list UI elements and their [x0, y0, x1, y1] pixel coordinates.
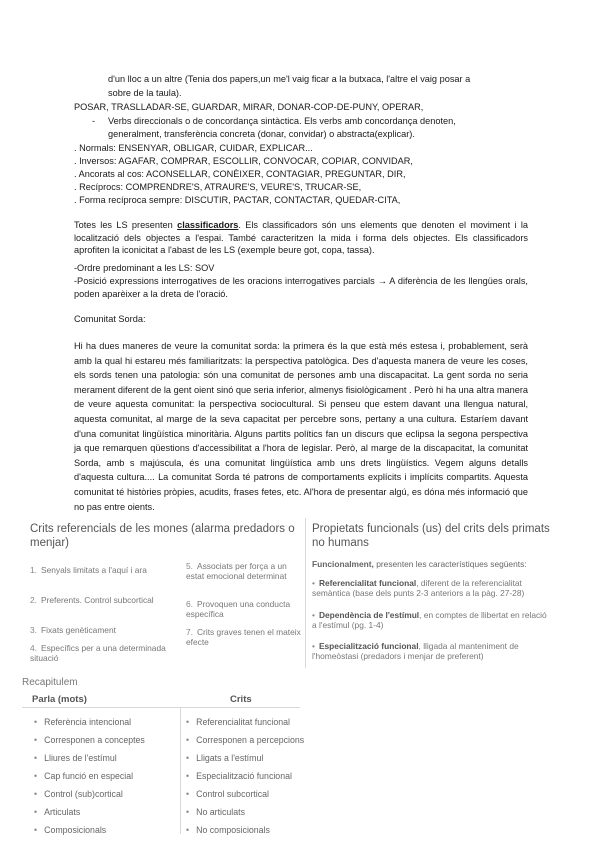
text-line: Verbs direccionals o de concordança sintàctica. Els verbs amb concordança denoten,	[108, 116, 456, 126]
item-text: Lligats a l'estímul	[196, 753, 264, 763]
list-item	[34, 716, 131, 729]
list-item	[186, 770, 292, 783]
item-number: 1.	[30, 565, 37, 575]
item-bold: Especialització funcional	[318, 641, 419, 651]
item-number: 6.	[186, 599, 193, 609]
slide-divider	[305, 518, 306, 668]
slide-right-title: Propietats funcionals (us) del crits dels primats no humans	[312, 523, 550, 549]
list-item	[34, 824, 106, 837]
item-bold: Referencialitat funcional	[318, 578, 417, 588]
item-text: Cap funció en especial	[44, 771, 134, 781]
item-text: Senyals limitats a l'aquí i ara	[41, 565, 147, 575]
item-text: No composicionals	[196, 825, 270, 835]
bullet-icon: •	[312, 641, 315, 651]
item-text: Crits graves tenen el mateix efecte	[186, 627, 301, 647]
list-item: . Normals: ENSENYAR, OBLIGAR, CUIDAR, EXPLICAR...	[74, 143, 313, 153]
list-item: . Forma recíproca sempre: DISCUTIR, PACTAR, CONTACTAR, QUEDAR-CITA,	[74, 195, 401, 205]
list-item	[34, 788, 123, 801]
bullet-icon: •	[34, 717, 38, 727]
recap-header-rule	[22, 707, 300, 708]
item-text: Corresponen a conceptes	[44, 735, 145, 745]
item-number: 4.	[30, 643, 37, 653]
bullet-icon: •	[34, 771, 38, 781]
item-text: Fixats genèticament	[41, 625, 116, 635]
item-text: Provoquen una conducta específica	[186, 599, 291, 619]
slide-item	[312, 642, 552, 661]
slide-item	[312, 611, 552, 630]
item-number: 7.	[186, 627, 193, 637]
classificadors-term: classificadors	[177, 220, 239, 230]
item-text: Referencialitat funcional	[196, 717, 290, 727]
comunitat-paragraph: Hi ha dues maneres de veure la comunitat sorda: la primera és la que està més estesa i, probablement, serà amb la qual hi estareu més familiaritzats: la perspectiva patològica. Des d'aquesta manera de veure les coses, els sords tenen una patologia: són una comunitat de persones amb una discapacitat. La gent sorda no seria merament diferent de la gent oient sinó que seria inferior, almenys fisiològicament . Però hi ha una altra manera de veure aquesta comunitat: la perspectiva sociocultural. Si penseu que estem davant una llengua natural, aquesta comunitat, al marge de la seva capacitat per percebre sons, pertany a una cultura. Estaríem davant d'una comunitat lingüística minoritària. Alguns partits polítics fan un discurs que eclipsa la segona perspectiva ja que remarquen qüestions d'accessibilitat a l'hora de legislar. Però, al marge de la discapacitat, la comunitat Sorda, amb s majúscula, és una comunitat lingüística amb uns drets lingüístics. Vegem alguns detalls d'aquesta cultura.... La comunitat Sorda té patrons de comportaments explícits i implícits compartits. Aquesta comunitat té històries pròpies, acudits, frases fetes, etc. Al'hora de presentar algú, es dóna més informació que no pas entre oients.	[74, 341, 529, 512]
slide-item	[30, 596, 170, 606]
item-number: 2.	[30, 595, 37, 605]
item-text: Especialització funcional	[196, 771, 292, 781]
bullet-icon: •	[186, 825, 190, 835]
item-number: 5.	[186, 561, 193, 571]
ordre-line: -Ordre predominant a les LS: SOV	[74, 263, 215, 273]
bullet-icon: •	[186, 807, 190, 817]
recap-title: Recapitulem	[22, 677, 78, 688]
item-text: Específics per a una determinada situació	[30, 643, 166, 663]
list-item	[186, 752, 263, 765]
list-item	[186, 716, 290, 729]
slide-item	[186, 628, 304, 647]
list-item	[186, 824, 270, 837]
bullet-icon: •	[34, 735, 38, 745]
item-text: Articulats	[44, 807, 81, 817]
slide-left-title: Crits referencials de les mones (alarma predadors o menjar)	[30, 523, 295, 549]
item-text: Control (sub)cortical	[44, 789, 123, 799]
bullet-icon: •	[34, 825, 38, 835]
item-text: Preferents. Control subcortical	[41, 595, 154, 605]
slide-item	[186, 562, 304, 581]
bullet-icon: •	[186, 717, 190, 727]
text-line: d'un lloc a un altre (Tenia dos papers,un me'l vaig ficar a la butxaca, l'altre el vaig posar a	[108, 74, 471, 84]
bullet-icon: •	[186, 753, 190, 763]
dash-bullet: -	[92, 116, 96, 126]
item-text: Lliures de l'estímul	[44, 753, 117, 763]
slide-right-intro	[312, 560, 562, 570]
item-text: Associats per força a un estat emocional determinat	[186, 561, 287, 581]
item-text: Referència intencional	[44, 717, 132, 727]
bullet-icon: •	[186, 789, 190, 799]
text-span: . Els classificadors són uns elements que denoten el moviment i la localització dels objectes a l'espai. També caracteritzen la mida i forma dels objectes. Els classificadors aprofiten la iconicitat a l'abast de les LS (exemple beure got, copa, tassa).	[74, 220, 528, 255]
recap-col1-header: Parla (mots)	[32, 694, 87, 705]
intro-rest: presenten les característiques següents:	[373, 559, 527, 569]
item-text: Control subcortical	[196, 789, 269, 799]
bullet-icon: •	[312, 578, 315, 588]
slide-item	[186, 600, 304, 619]
verbs-heading: POSAR, TRASLLADAR-SE, GUARDAR, MIRAR, DONAR-COP-DE-PUNY, OPERAR,	[74, 102, 424, 112]
item-text: , en comptes de llibertat en relació a l'estímul (pg. 1-4)	[312, 610, 547, 630]
list-item	[186, 788, 269, 801]
slide-item	[312, 579, 552, 598]
list-item: . Inversos: AGAFAR, COMPRAR, ESCOLLIR, CONVOCAR, COPIAR, CONVIDAR,	[74, 156, 413, 166]
text-span: Totes les LS presenten	[74, 220, 178, 230]
list-item	[186, 734, 304, 747]
recap-column-divider	[180, 708, 181, 834]
item-text: No articulats	[196, 807, 245, 817]
slide-item	[30, 626, 170, 636]
item-text: Composicionals	[44, 825, 107, 835]
bullet-icon: •	[312, 610, 315, 620]
bullet-icon: •	[34, 807, 38, 817]
item-number: 3.	[30, 625, 37, 635]
classificadors-paragraph	[74, 219, 528, 257]
posicio-paragraph: -Posició expressions interrogatives de les oracions interrogatives parcials → A diferència de les llengües orals, poden aparèixer a la dreta de l'oració.	[74, 276, 528, 299]
item-text: , lligada al manteniment de l'homeòstasi (predadors i menjar de preferent)	[312, 641, 519, 661]
list-item: . Ancorats al cos: ACONSELLAR, CONÈIXER, CONTAGIAR, PREGUNTAR, DIR,	[74, 169, 406, 179]
slide-item	[30, 644, 170, 663]
list-item	[34, 806, 80, 819]
list-item: . Recíprocs: COMPRENDRE'S, ATRAURE'S, VEURE'S, TRUCAR-SE,	[74, 182, 362, 192]
bullet-icon: •	[186, 735, 190, 745]
intro-bold: Funcionalment,	[312, 559, 374, 569]
comunitat-heading: Comunitat Sorda:	[74, 314, 146, 324]
list-item	[34, 752, 117, 765]
bullet-icon: •	[186, 771, 190, 781]
list-item	[34, 770, 133, 783]
text-line: generalment, transferència concreta (donar, convidar) o abstracta(explicar).	[108, 129, 415, 139]
bullet-icon: •	[34, 789, 38, 799]
text-line: sobre de la taula).	[108, 88, 182, 98]
recap-col2-header: Crits	[230, 694, 252, 705]
list-item	[34, 734, 145, 747]
item-bold: Dependència de l'estímul	[318, 610, 420, 620]
bullet-icon: •	[34, 753, 38, 763]
item-text: , diferent de la referencialitat semàntica (base dels punts 2-3 anteriors a la pàg. 27-28)	[312, 578, 525, 598]
slide-item	[30, 566, 170, 576]
item-text: Corresponen a percepcions	[196, 735, 305, 745]
list-item	[186, 806, 245, 819]
